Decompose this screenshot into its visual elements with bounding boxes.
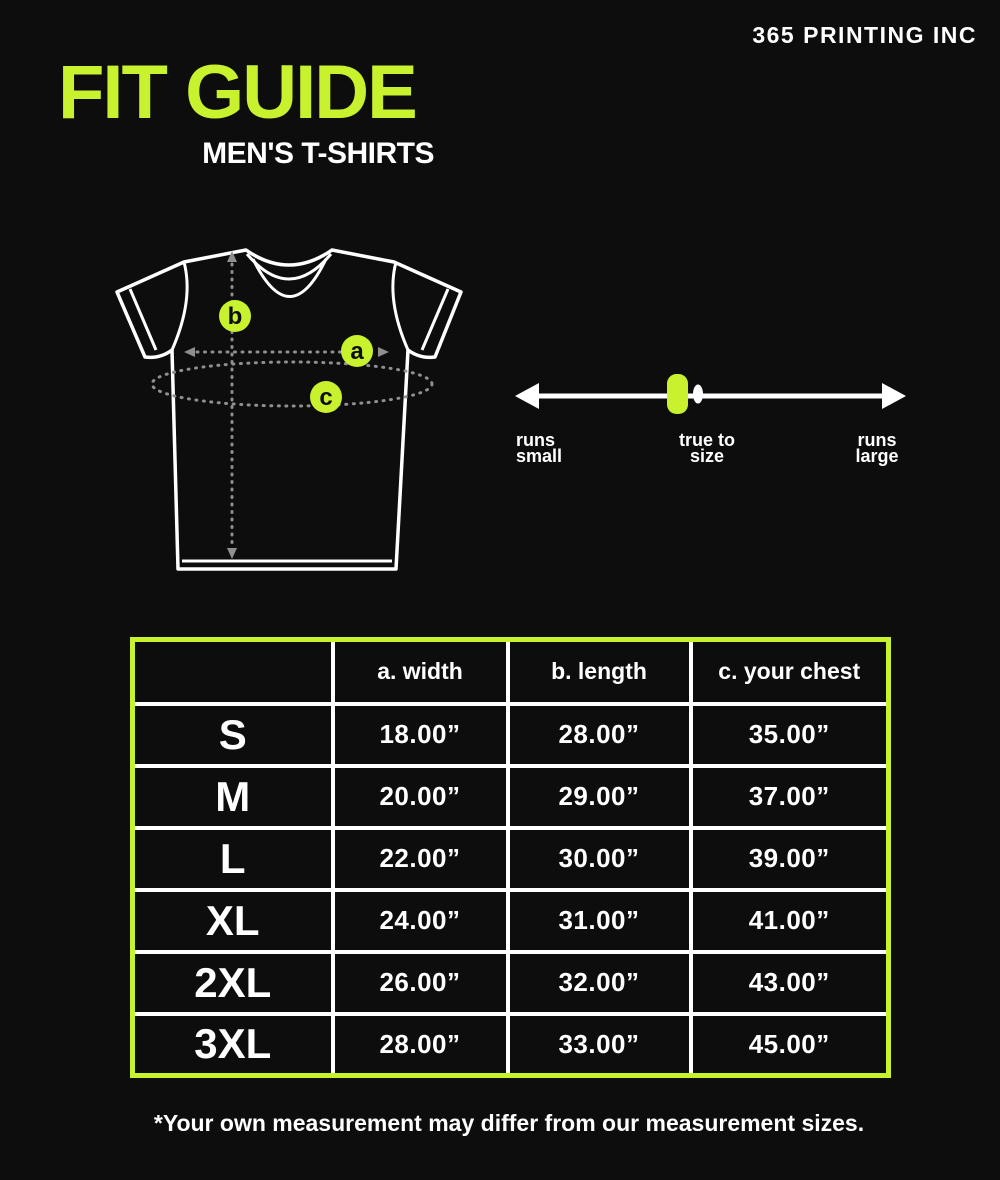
marker-c: [310, 381, 342, 413]
size-chart-table: [130, 637, 891, 1078]
header-chest-cell: c. your chest: [691, 640, 889, 704]
width-arrow-right: [378, 347, 389, 357]
marker-b-label: b: [227, 303, 243, 330]
table-header-row: [133, 640, 889, 704]
title-block: [58, 50, 434, 170]
fit-scale-arrow-right: [882, 383, 906, 409]
size-cell: S: [133, 704, 333, 766]
scale-label-runs-small: [516, 432, 562, 464]
fit-scale-marker: [667, 374, 688, 414]
width-cell: 28.00”: [333, 1014, 508, 1076]
runs-small-line1: runs: [516, 430, 556, 450]
table-row: [133, 828, 889, 890]
header-size-cell: [133, 640, 333, 704]
table-row: [133, 952, 889, 1014]
right-cuff-hem-line: [422, 289, 448, 350]
left-sleeve-seam: [172, 262, 187, 350]
fit-scale-arrow-left: [515, 383, 539, 409]
width-cell: 18.00”: [333, 704, 508, 766]
chest-cell: 45.00”: [691, 1014, 889, 1076]
fit-scale-dot: [693, 385, 703, 404]
page-subtitle: MEN'S T-SHIRTS: [202, 137, 434, 170]
table-row: [133, 1014, 889, 1076]
table-row: [133, 704, 889, 766]
marker-a: [341, 335, 373, 367]
table-row: [133, 766, 889, 828]
chest-cell: 37.00”: [691, 766, 889, 828]
length-cell: 31.00”: [508, 890, 691, 952]
length-cell: 33.00”: [508, 1014, 691, 1076]
size-cell: L: [133, 828, 333, 890]
marker-c-label: c: [319, 384, 333, 411]
size-cell: 3XL: [133, 1014, 333, 1076]
length-cell: 29.00”: [508, 766, 691, 828]
length-cell: 32.00”: [508, 952, 691, 1014]
chest-guide-dashed-ellipse: [152, 362, 432, 406]
scale-label-true-to-size: [627, 432, 787, 464]
chest-cell: 35.00”: [691, 704, 889, 766]
runs-large-line1: runs: [857, 430, 897, 450]
size-cell: M: [133, 766, 333, 828]
left-cuff-hem-line: [130, 289, 156, 350]
fit-scale: [500, 358, 920, 428]
width-cell: 22.00”: [333, 828, 508, 890]
length-cell: 28.00”: [508, 704, 691, 766]
runs-large-line2: large: [855, 446, 899, 466]
page-title: FIT GUIDE: [58, 50, 416, 135]
table-row: [133, 890, 889, 952]
width-cell: 24.00”: [333, 890, 508, 952]
length-cell: 30.00”: [508, 828, 691, 890]
scale-label-runs-large: [797, 432, 957, 464]
true-to-size-line2: size: [689, 446, 725, 466]
header-length-cell: b. length: [508, 640, 691, 704]
true-to-size-line1: true to: [679, 430, 735, 450]
brand-name: 365 PRINTING INC: [752, 22, 977, 48]
chest-cell: 43.00”: [691, 952, 889, 1014]
width-arrow-left: [184, 347, 195, 357]
runs-small-line2: small: [516, 446, 563, 466]
chest-cell: 41.00”: [691, 890, 889, 952]
marker-a-label: a: [350, 338, 364, 365]
width-cell: 26.00”: [333, 952, 508, 1014]
length-arrow-bottom: [227, 548, 237, 559]
header-width-cell: a. width: [333, 640, 508, 704]
chest-cell: 39.00”: [691, 828, 889, 890]
measurement-disclaimer: *Your own measurement may differ from our measurement sizes.: [153, 1110, 865, 1136]
size-cell: 2XL: [133, 952, 333, 1014]
right-sleeve-seam: [393, 262, 408, 350]
tshirt-diagram: [100, 240, 480, 580]
size-cell: XL: [133, 890, 333, 952]
marker-b: [219, 300, 251, 332]
width-cell: 20.00”: [333, 766, 508, 828]
